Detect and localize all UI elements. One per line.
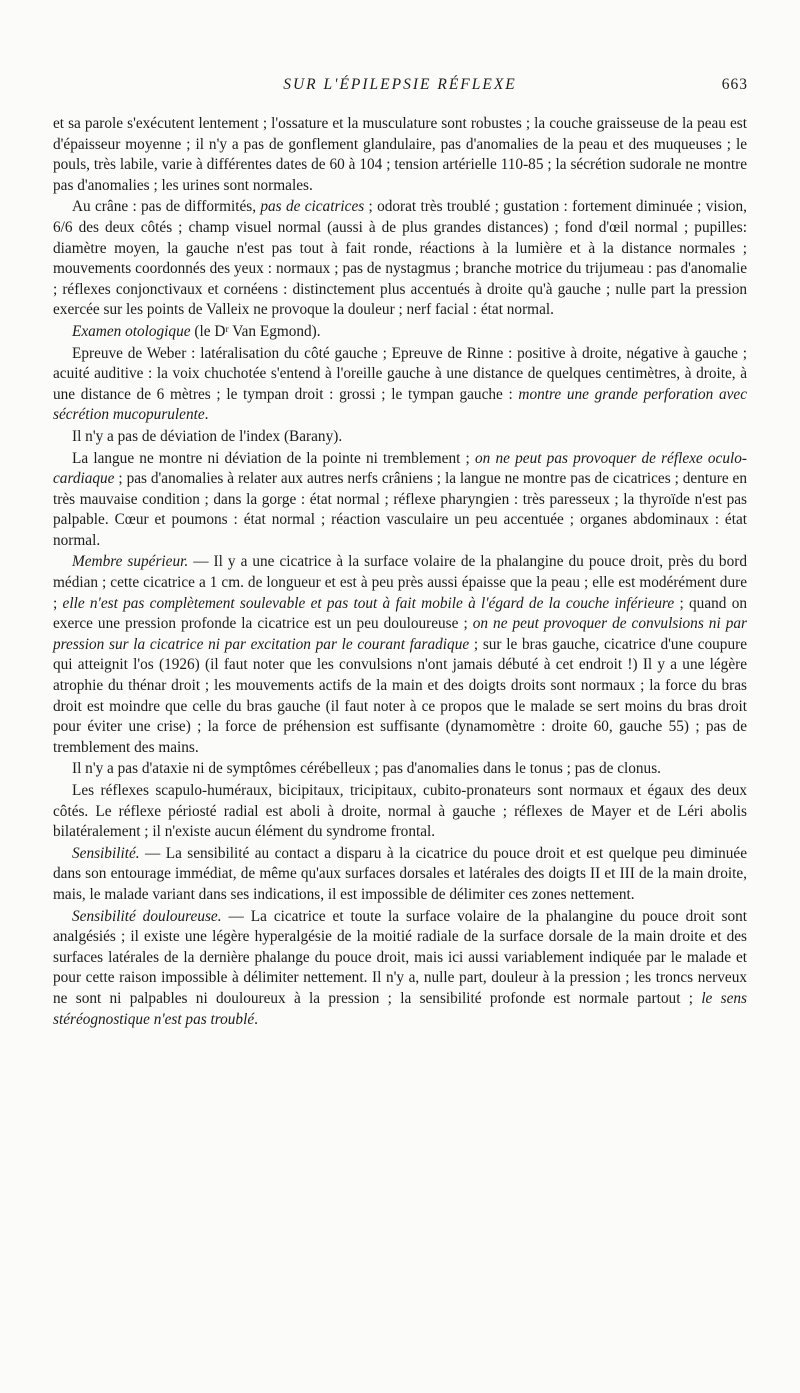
section-heading: Sensibilité. xyxy=(72,844,140,862)
text-span: ; quand on exerce une pression profonde la cicatrice est un peu douloureuse ; xyxy=(53,594,747,633)
text-span: . xyxy=(204,406,209,424)
emphasis-span: Examen otologique xyxy=(72,322,191,340)
section-heading: Membre supérieur. xyxy=(72,553,189,571)
paragraph-tongue xyxy=(53,449,747,552)
page-number: 663 xyxy=(721,76,748,93)
paragraph-cranium xyxy=(53,197,747,321)
paragraph-weber-rinne xyxy=(53,344,747,426)
text-span: et sa parole s'exécutent lentement ; l'ossature et la musculature sont robustes ; la couche graisseuse de la peau est d'épaisseur moyenne ; il n'y a pas de gonflement glandulaire, pas d'anomalies de la peau et des muqueuses ; le pouls, très labile, varie à différentes dates de 60 à 104 ; tension artérielle 110-85 ; la sécrétion sudorale ne montre pas d'anomalies ; les urines sont normales. xyxy=(53,115,747,194)
text-span: — La sensibilité au contact a disparu à la cicatrice du pouce droit et est quelque peu diminuée dans son entourage immédiat, de même qu'aux surfaces dorsales et latérales des doigts II et III de la main droite, mais, le malade variant dans ses indications, il est impossible de délimiter ces zones nettement. xyxy=(53,844,747,903)
paragraph-ataxia xyxy=(53,759,747,780)
text-span: Epreuve de Weber : latéralisation du côté gauche ; Epreuve de Rinne : positive à droite, négative à gauche ; acuité auditive : la voix chuchotée s'entend à l'oreille gauche à une distance de quelques centimètres, à droite, à une distance de 6 mètres ; le tympan droit : grossi ; le tympan gauche : xyxy=(53,344,747,403)
text-span: Les réflexes scapulo-huméraux, bicipitaux, tricipitaux, cubito-pronateurs sont normaux et égaux des deux côtés. Le réflexe périosté radial est aboli à droite, normal à gauche ; réflexes de Mayer et de Léri abolis bilatéralement ; il n'existe aucun élément du syndrome frontal. xyxy=(53,782,747,841)
text-span: Il n'y a pas de déviation de l'index (Barany). xyxy=(72,427,343,445)
text-span: La langue ne montre ni déviation de la pointe ni tremblement ; xyxy=(72,449,476,467)
emphasis-span: elle n'est pas complètement soulevable et pas tout à fait mobile à l'égard de la couche inférieure xyxy=(62,594,675,612)
paragraph-pain-sensibility xyxy=(53,907,747,1031)
text-span: ; odorat très troublé ; gustation : fortement diminuée ; vision, 6/6 des deux côtés ; champ visuel normal (aussi à de plus grandes distances) ; fond d'œil normal ; pupilles: diamètre moyen, la gauche n'est pas tout à fait ronde, réactions à la lumière et à la distance normales ; mouvements coordonnés des yeux : normaux ; pas de nystagmus ; branche motrice du trijumeau : pas d'anomalie ; réflexes conjonctivaux et cornéens : distinctement plus accentués à droite qu'à gauche ; nulle part la pression exercée sur les points de Valleix ne provoque la douleur ; nerf facial : état normal. xyxy=(53,198,747,319)
text-span: Au crâne : pas de difformités, xyxy=(72,198,261,216)
emphasis-span: montre une grande perforation avec sécrétion mucopurulente xyxy=(53,385,747,424)
paragraph-upper-limb xyxy=(53,552,747,758)
text-span: ; pas d'anomalies à relater aux autres nerfs crâniens ; la langue ne montre pas de cicatrices ; denture en très mauvaise condition ; dans la gorge : état normal ; réflexe pharyngien : très paresseux ; la thyroïde n'est pas palpable. Cœur et poumons : état normal ; réaction vasculaire un peu accentuée ; organes abdominaux : état normal. xyxy=(53,470,747,549)
text-span: . xyxy=(254,1010,258,1028)
text-span: ; sur le bras gauche, cicatrice d'une coupure qui atteignit l'os (1926) (il faut noter que les convulsions n'ont jamais débuté à cet endroit !) Il y a une légère atrophie du thénar droit ; les mouvements actifs de la main et des doigts droits sont normaux ; la force du bras droit est moindre que celle du bras gauche (il faut noter à ce propos que le malade se sert moins du bras droit pour éviter une crise) ; la force de préhension est suffisante (dynamomètre : droite 60, gauche 55) ; pas de tremblement des mains. xyxy=(53,635,747,756)
text-span: — La cicatrice et toute la surface volaire de la phalangine du pouce droit sont analgésiés ; il existe une légère hyperalgésie de la moitié radiale de la surface dorsale de la main droite et des surfaces latérales de la dernière phalange du pouce droit, mais ici aussi variablement indiquée par le malade et pour cette raison impossible à délimiter nettement. Il n'y a, nulle part, douleur à la pression ; les troncs nerveux ne sont ni palpables ni douloureux à la pression ; la sensibilité profonde est normale partout ; xyxy=(53,907,747,1007)
running-title: SUR L'ÉPILEPSIE RÉFLEXE xyxy=(283,76,517,93)
text-span: — Il y a une cicatrice à la surface volaire de la phalangine du pouce droit, près du bord médian ; cette cicatrice a 1 cm. de longueur et est à peu près aussi épaisse que la peau ; elle est modérément dure ; xyxy=(53,553,747,612)
emphasis-span: le sens stéréognostique n'est pas troublé xyxy=(53,989,747,1028)
paragraph-reflexes xyxy=(53,781,747,843)
paragraph-general-state xyxy=(53,114,747,196)
paragraph-barany xyxy=(53,427,747,448)
paragraph-otologic-exam xyxy=(53,322,747,343)
section-heading: Sensibilité douloureuse. xyxy=(72,907,222,925)
body-text xyxy=(53,114,747,1030)
page-header xyxy=(52,76,748,100)
emphasis-span: pas de cicatrices xyxy=(260,198,365,216)
emphasis-span: on ne peut pas provoquer de réflexe oculo-cardiaque xyxy=(53,449,747,488)
paragraph-sensibility xyxy=(53,844,747,906)
text-span: Il n'y a pas d'ataxie ni de symptômes cérébelleux ; pas d'anomalies dans le tonus ; pas de clonus. xyxy=(72,760,661,778)
emphasis-span: on ne peut provoquer de convulsions ni par pression sur la cicatrice ni par excitation par le courant faradique xyxy=(53,615,747,653)
text-span: (le Dʳ Van Egmond). xyxy=(190,322,321,340)
